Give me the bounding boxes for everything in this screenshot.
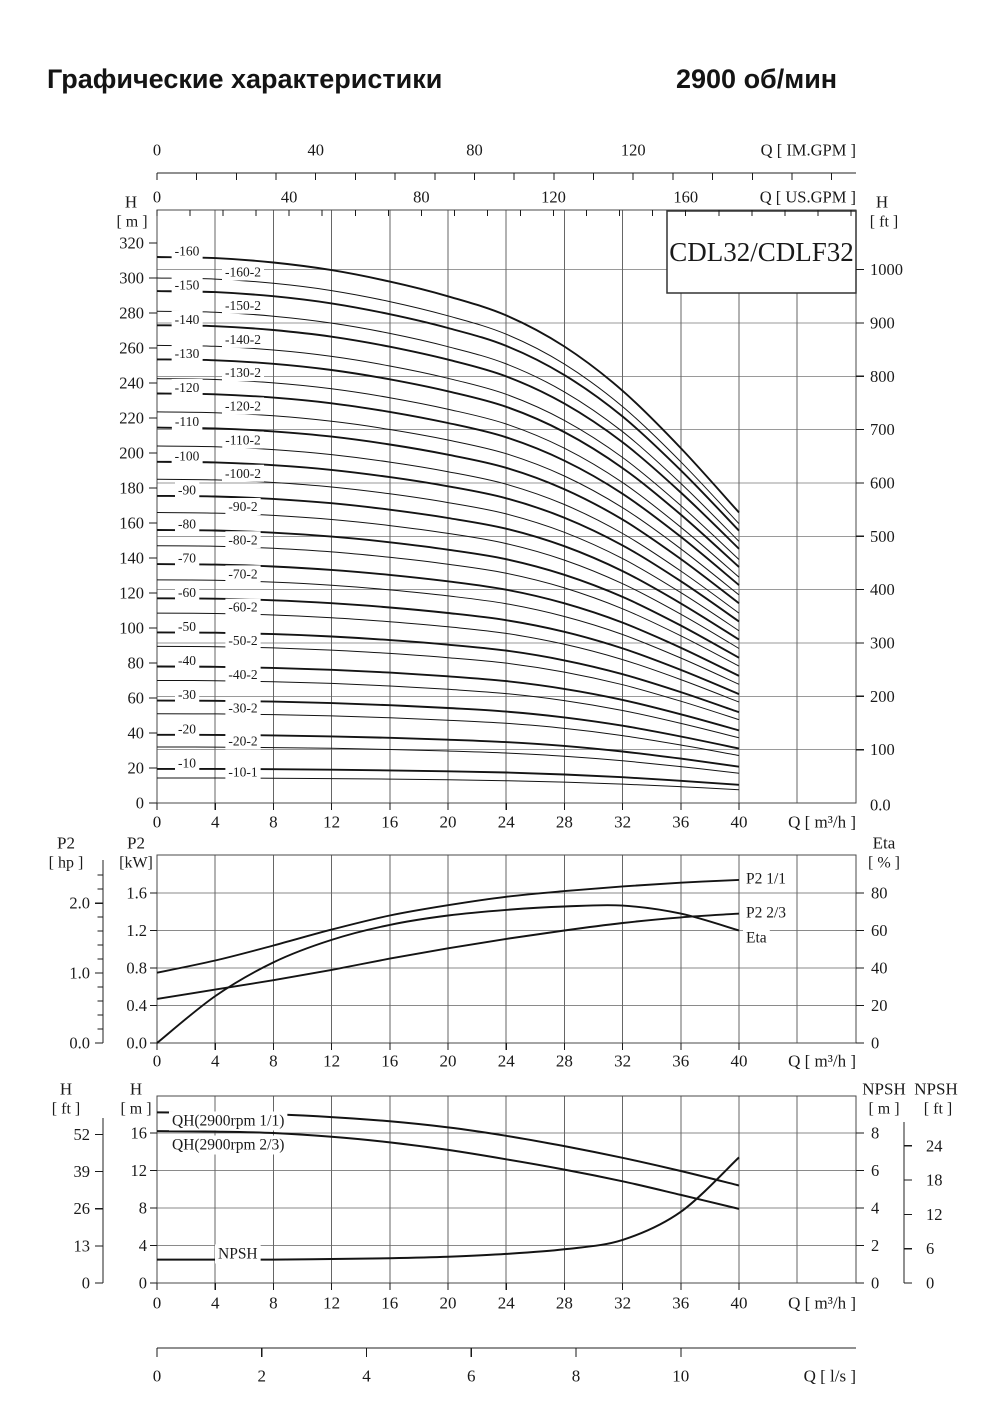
hp-axis-unit: [ hp ]	[48, 854, 84, 872]
x-tick-label: 16	[381, 1293, 399, 1313]
curve-label--140-2: -140-2	[225, 331, 261, 347]
curve-label--160: -160	[174, 243, 200, 259]
kw-tick-label: 1.2	[126, 921, 147, 940]
hm-tick-label: 16	[130, 1123, 147, 1143]
hft-tick-label: 0	[81, 1273, 90, 1293]
main-y-left-name: H	[124, 192, 138, 212]
eta-tick-label: 60	[871, 921, 888, 940]
y-right-tick-label: 500	[870, 526, 895, 546]
x-tick-label: 12	[323, 812, 341, 832]
x-tick-label: 8	[269, 1051, 278, 1071]
npshft-tick-label: 18	[926, 1170, 943, 1190]
us-tick-label: 0	[152, 187, 162, 207]
x-tick-label: 16	[381, 1051, 399, 1071]
im-tick-label: 40	[307, 140, 324, 160]
curve-label--50-2: -50-2	[228, 632, 258, 648]
hp-tick-label: 2.0	[69, 893, 90, 913]
npsh-curve-label-2: NPSH	[218, 1245, 258, 1263]
y-left-tick-label: 20	[127, 758, 144, 778]
y-left-tick-label: 140	[119, 548, 144, 568]
ls-tick-label: 2	[257, 1366, 267, 1386]
x-tick-label: 20	[439, 812, 457, 832]
im-tick-label: 80	[466, 140, 483, 160]
x-tick-label: 28	[555, 812, 573, 832]
npshm-axis-unit: [ m ]	[868, 1100, 900, 1118]
x-tick-label: 4	[210, 1051, 220, 1071]
x-tick-label: 4	[210, 1293, 220, 1313]
y-left-tick-label: 120	[119, 583, 144, 603]
y-left-tick-label: 240	[119, 373, 144, 393]
x-tick-label: 8	[269, 812, 278, 832]
hft-tick-label: 13	[73, 1236, 90, 1256]
x-tick-label: 40	[730, 1293, 748, 1313]
curve-label--20: -20	[178, 721, 196, 737]
y-right-tick-label: 1000	[870, 260, 903, 280]
model-label: CDL32/CDLF32	[669, 237, 854, 267]
hft-axis-name: H	[59, 1079, 73, 1099]
x-tick-label: 16	[381, 812, 399, 832]
hm-tick-label: 4	[138, 1236, 147, 1255]
curve-label--80-2: -80-2	[228, 532, 258, 548]
curve-label--90-2: -90-2	[228, 499, 258, 514]
eta-tick-label: 0	[871, 1033, 880, 1053]
y-right-tick-label: 700	[870, 420, 895, 440]
ls-axis-label: Q [ l/s ]	[803, 1366, 856, 1386]
x-axis-unit-label: Q [ m³/h ]	[788, 1293, 856, 1313]
x-tick-label: 12	[323, 1051, 341, 1071]
x-axis-unit-label: Q [ m³/h ]	[788, 812, 856, 832]
y-left-tick-label: 80	[127, 653, 144, 673]
kw-tick-label: 0.8	[126, 958, 147, 978]
curve-label--40: -40	[178, 653, 196, 668]
hm-tick-label: 0	[138, 1273, 147, 1293]
hft-tick-label: 26	[73, 1199, 90, 1219]
eta-tick-label: 20	[871, 996, 888, 1015]
curve-label--60: -60	[178, 584, 196, 600]
kw-tick-label: 0.0	[126, 1033, 147, 1053]
ls-tick-label: 6	[467, 1366, 476, 1386]
hft-axis-unit: [ ft ]	[51, 1100, 81, 1118]
main-y-right-name: H	[875, 192, 889, 212]
curve-label--120-2: -120-2	[225, 398, 261, 414]
hp-axis-name: P2	[57, 833, 75, 853]
curve-label--70-2: -70-2	[228, 566, 258, 582]
curve-label--30-2: -30-2	[228, 700, 258, 716]
main-y-left-unit: [ m ]	[116, 213, 148, 231]
npshft-axis-name: NPSH	[914, 1079, 958, 1099]
npshm-tick-label: 6	[871, 1161, 880, 1180]
x-tick-label: 24	[497, 812, 515, 832]
curve-label--100: -100	[174, 448, 200, 464]
x-tick-label: 28	[555, 1051, 573, 1071]
x-tick-label: 0	[152, 812, 162, 832]
eta-tick-label: 80	[871, 883, 888, 903]
main-y-right-unit: [ ft ]	[869, 213, 899, 231]
curve-label--80: -80	[178, 516, 196, 532]
x-tick-label: 8	[269, 1293, 278, 1313]
y-right-tick-label: 800	[870, 366, 895, 386]
npshft-axis-unit: [ ft ]	[923, 1100, 953, 1118]
curve-label--60-2: -60-2	[228, 599, 258, 615]
hm-tick-label: 8	[138, 1198, 147, 1218]
hm-axis-name: H	[129, 1079, 143, 1099]
curve-label--70: -70	[178, 550, 196, 566]
us-tick-label: 40	[280, 187, 298, 207]
x-axis-unit-label: Q [ m³/h ]	[788, 1051, 856, 1071]
ls-tick-label: 8	[571, 1366, 581, 1386]
hm-tick-label: 12	[130, 1161, 147, 1180]
eta-tick-label: 40	[871, 958, 888, 978]
kw-axis-name: P2	[127, 833, 145, 853]
y-left-tick-label: 40	[127, 723, 144, 743]
x-tick-label: 32	[614, 1293, 632, 1313]
curve-label--140: -140	[174, 311, 200, 327]
power-curve-label-2: Eta	[746, 929, 767, 947]
x-tick-label: 36	[672, 1051, 690, 1071]
npshft-tick-label: 6	[926, 1239, 935, 1259]
hft-tick-label: 52	[73, 1124, 90, 1144]
npshft-tick-label: 24	[926, 1136, 943, 1156]
y-left-tick-label: 100	[119, 618, 144, 638]
power-curve-label-1: P2 2/3	[746, 904, 787, 922]
x-tick-label: 36	[672, 1293, 690, 1313]
curve-label--50: -50	[178, 618, 196, 634]
curve-label--150: -150	[174, 277, 200, 293]
npshm-axis-name: NPSH	[862, 1079, 906, 1099]
y-left-tick-label: 60	[127, 688, 144, 708]
y-left-tick-label: 320	[119, 233, 144, 253]
curve-label--10: -10	[178, 755, 196, 771]
y-right-zero-label: 0.0	[870, 795, 891, 815]
x-tick-label: 36	[672, 812, 690, 832]
y-left-tick-label: 180	[119, 478, 144, 498]
x-tick-label: 24	[497, 1293, 515, 1313]
us-tick-label: 80	[413, 187, 430, 207]
power-curve-label-0: P2 1/1	[746, 870, 787, 888]
curve-label--110-2: -110-2	[225, 432, 261, 448]
y-left-tick-label: 300	[119, 268, 144, 288]
curve-label--90: -90	[178, 482, 196, 498]
kw-tick-label: 1.6	[126, 883, 147, 903]
curve-label--150-2: -150-2	[225, 297, 261, 313]
hft-tick-label: 39	[73, 1162, 90, 1182]
x-tick-label: 20	[439, 1051, 457, 1071]
npshft-tick-label: 12	[926, 1204, 943, 1224]
us-tick-label: 120	[541, 187, 566, 207]
y-left-tick-label: 200	[119, 443, 144, 463]
npshm-tick-label: 8	[871, 1123, 880, 1143]
y-right-tick-label: 400	[870, 580, 895, 600]
y-right-tick-label: 900	[870, 313, 895, 333]
y-left-tick-label: 160	[119, 513, 144, 533]
page-title: Графические характеристики	[47, 64, 443, 94]
x-tick-label: 40	[730, 1051, 748, 1071]
y-left-tick-label: 280	[119, 303, 144, 323]
y-left-tick-label: 220	[119, 408, 144, 428]
curve-label--130: -130	[174, 345, 200, 361]
x-tick-label: 28	[555, 1293, 573, 1313]
x-tick-label: 32	[614, 1051, 632, 1071]
npshm-tick-label: 2	[871, 1236, 880, 1255]
y-right-tick-label: 300	[870, 633, 895, 653]
eta-axis-unit: [ % ]	[868, 854, 900, 872]
x-tick-label: 40	[730, 812, 748, 832]
curve-label--160-2: -160-2	[225, 264, 261, 280]
npsh-curve-label-0: QH(2900rpm 1/1)	[172, 1112, 285, 1130]
curve-label--20-2: -20-2	[228, 733, 258, 749]
curve-label--30: -30	[178, 687, 196, 703]
kw-tick-label: 0.4	[126, 996, 147, 1015]
kw-axis-unit: [kW]	[119, 854, 153, 872]
curve-label--40-2: -40-2	[228, 667, 258, 682]
y-left-tick-label: 260	[119, 338, 144, 358]
x-tick-label: 12	[323, 1293, 341, 1313]
eta-axis-name: Eta	[872, 833, 896, 853]
curve-label--100-2: -100-2	[225, 465, 261, 481]
x-tick-label: 0	[152, 1051, 162, 1071]
npshft-tick-label: 0	[926, 1273, 935, 1293]
im-tick-label: 120	[620, 140, 646, 160]
x-tick-label: 32	[614, 812, 632, 832]
y-left-tick-label: 0	[135, 793, 144, 813]
npsh-curve-label-1: QH(2900rpm 2/3)	[172, 1136, 285, 1154]
hm-axis-unit: [ m ]	[120, 1100, 152, 1118]
y-right-tick-label: 200	[870, 686, 895, 706]
y-right-tick-label: 100	[870, 740, 895, 760]
im-axis-label: Q [ IM.GPM ]	[760, 140, 856, 160]
curve-label--130-2: -130-2	[225, 365, 261, 381]
hp-tick-label: 0.0	[69, 1033, 90, 1053]
npshm-tick-label: 0	[871, 1273, 880, 1293]
hp-tick-label: 1.0	[69, 963, 90, 983]
ls-tick-label: 10	[672, 1366, 690, 1386]
page-speed-label: 2900 об/мин	[676, 64, 838, 94]
x-tick-label: 4	[210, 812, 220, 832]
x-tick-label: 20	[439, 1293, 457, 1313]
us-axis-label: Q [ US.GPM ]	[759, 187, 856, 207]
ls-tick-label: 0	[152, 1366, 162, 1386]
us-tick-label: 160	[673, 187, 699, 207]
curve-label--110: -110	[174, 414, 200, 430]
npshm-tick-label: 4	[871, 1198, 880, 1218]
y-right-tick-label: 600	[870, 473, 895, 493]
curve-label--10-1: -10-1	[228, 764, 258, 780]
ls-tick-label: 4	[362, 1366, 371, 1386]
curve-label--120: -120	[174, 380, 200, 395]
x-tick-label: 24	[497, 1051, 515, 1071]
im-tick-label: 0	[152, 140, 162, 160]
x-tick-label: 0	[152, 1293, 162, 1313]
